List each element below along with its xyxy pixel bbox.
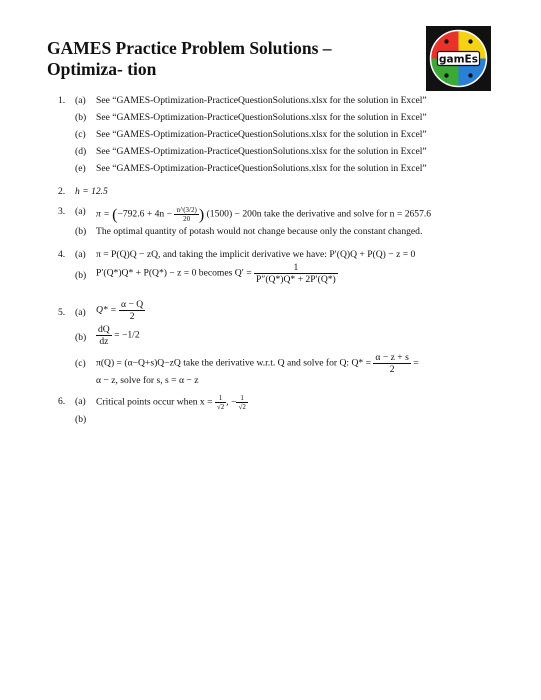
- part-label: (d): [75, 146, 87, 157]
- part-text: [96, 262, 338, 285]
- problem-number: 5.: [58, 307, 66, 318]
- part-text: See “GAMES-Optimization-PracticeQuestionSolutions.xlsx for the solution in Excel”: [96, 129, 427, 140]
- fraction: $\frac{\alpha - z + s}{2}$: [375, 352, 409, 375]
- fraction: $\frac{1}{√2}$: [238, 394, 246, 411]
- part-label: (c): [75, 358, 86, 369]
- part-text: [96, 324, 140, 347]
- fraction: $\frac{dQ}{dz}$: [98, 324, 110, 347]
- fraction: $\frac{\alpha - Q}{2}$: [121, 299, 144, 322]
- part-text: Critical points occur when x = $\frac{1}{√2}$ , − $\frac{1}{√2}$: [96, 394, 246, 411]
- part-label: (c): [75, 129, 86, 140]
- part-label: (a): [75, 206, 86, 217]
- part-text: α − z, solve for s, s = α − z: [96, 375, 199, 386]
- logo-dot-icon: [444, 73, 448, 77]
- logo-dot-icon: [468, 39, 472, 43]
- part-text: [96, 299, 145, 322]
- problem-number: 2.: [58, 186, 66, 197]
- part-text: π(Q) = (α−Q+s)Q−zQ take the derivative w.r.t. Q and solve for Q: Q* = $\frac{\alpha - z + s}{2}$ =: [96, 352, 419, 375]
- part-text: The optimal quantity of potash would not change because only the constant changed.: [96, 226, 423, 237]
- games-logo: [426, 26, 491, 91]
- part-label: (b): [75, 414, 87, 425]
- fraction: $\frac{1}{√2}$: [216, 394, 225, 411]
- part-text: See “GAMES-Optimization-PracticeQuestionSolutions.xlsx for the solution in Excel”: [96, 163, 427, 174]
- equation-lhs: Q* =: [96, 304, 117, 316]
- part-text: See “GAMES-Optimization-PracticeQuestionSolutions.xlsx for the solution in Excel”: [96, 95, 427, 106]
- equation-rhs: = −1/2: [114, 329, 140, 341]
- part-label: (a): [75, 95, 86, 106]
- part-text: See “GAMES-Optimization-PracticeQuestionSolutions.xlsx for the solution in Excel”: [96, 146, 427, 157]
- part-label: (b): [75, 226, 87, 237]
- part-label: (a): [75, 396, 86, 407]
- part-label: (b): [75, 332, 87, 343]
- logo-dot-icon: [468, 73, 472, 77]
- equation-lhs: π =: [96, 208, 110, 220]
- page-title: GAMES Practice Problem Solutions – Optimiza- tion: [47, 38, 332, 79]
- part-label: (e): [75, 163, 86, 174]
- equation-text: Critical points occur when x =: [96, 396, 213, 408]
- part-label: (b): [75, 112, 87, 123]
- fraction: $\frac{1}{P''(Q*)Q* + 2P'(Q*)}$: [256, 262, 336, 285]
- problem-number: 1.: [58, 95, 66, 106]
- part-label: (b): [75, 270, 87, 281]
- part-label: (a): [75, 307, 86, 318]
- equation-rest: (1500) − 200n take the derivative and solve for n = 2657.6: [206, 208, 432, 220]
- equation-text: P′(Q*)Q* + P(Q*) − z = 0 becomes Q′ =: [96, 267, 252, 279]
- logo-dot-icon: [444, 39, 448, 43]
- part-text: π = (−792.6 + 4n − $\frac{n\^{}(3/2)}{20}$ ) (1500) − 200n take the derivative and solve for n = 2657.6: [96, 206, 432, 224]
- answer-text: h = 12.5: [75, 186, 108, 197]
- part-text: π = P(Q)Q − zQ, and taking the implicit derivative we have: P′(Q)Q + P(Q) − z = 0: [96, 249, 416, 260]
- logo-wordmark: gamEs: [439, 53, 478, 66]
- equation-text: π(Q) = (α−Q+s)Q−zQ take the derivative w.r.t. Q and solve for Q: Q* =: [96, 357, 372, 369]
- problem-number: 6.: [58, 396, 66, 407]
- equation-inner: −792.6 + 4n −: [117, 208, 173, 220]
- fraction: $\frac{n\^{}(3/2)}{20}$: [176, 206, 197, 223]
- problem-number: 3.: [58, 206, 66, 217]
- part-label: (a): [75, 249, 86, 260]
- part-text: See “GAMES-Optimization-PracticeQuestionSolutions.xlsx for the solution in Excel”: [96, 112, 427, 123]
- problem-number: 4.: [58, 249, 66, 260]
